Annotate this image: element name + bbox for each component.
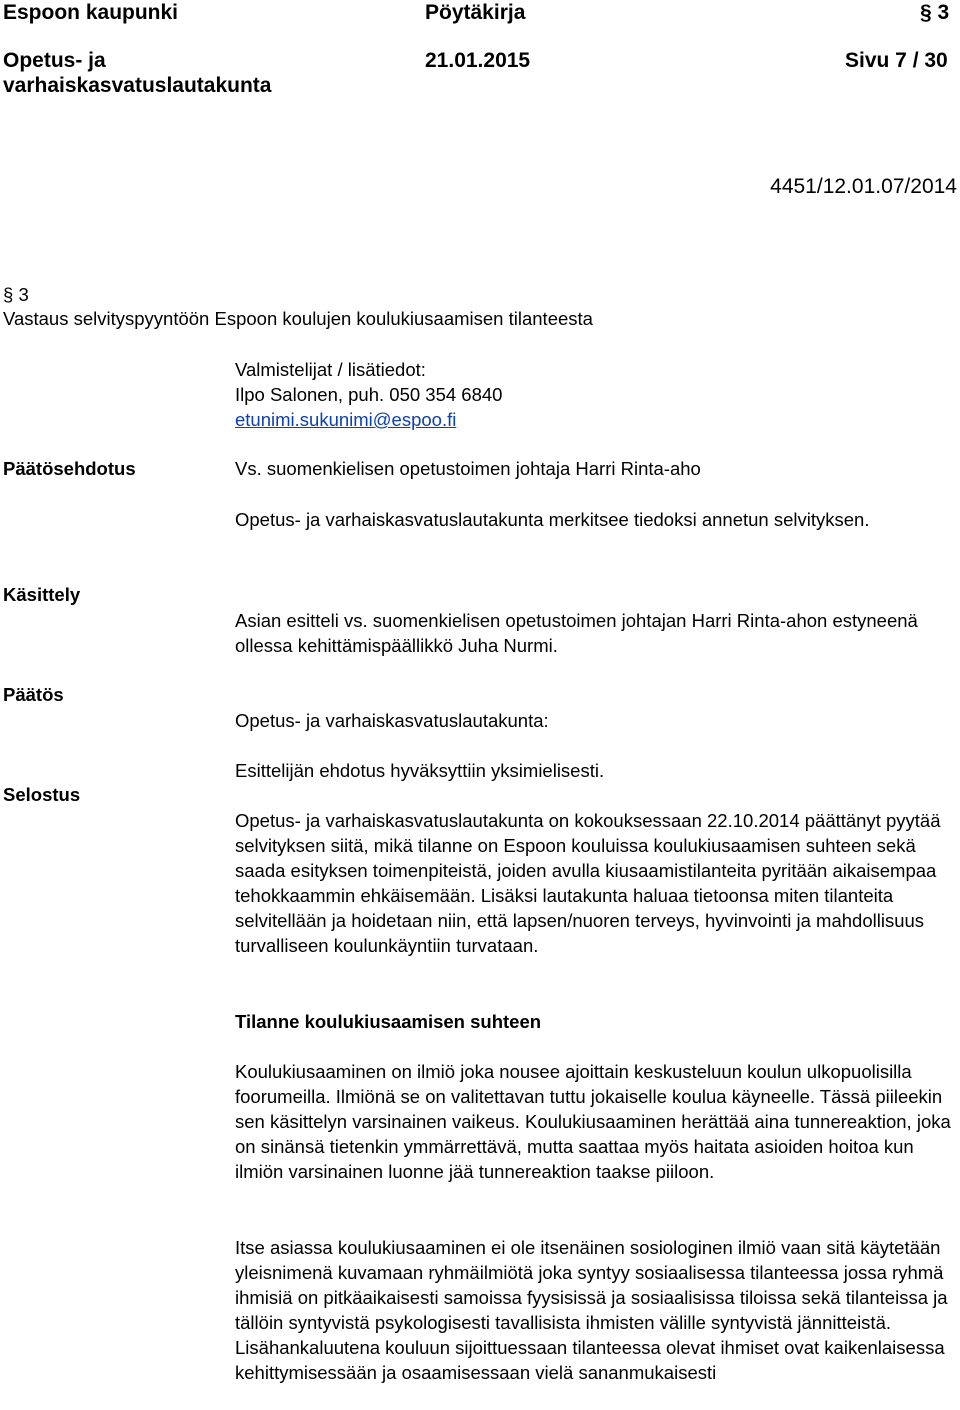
section-sign: § bbox=[3, 284, 14, 305]
decision-text: Esittelijän ehdotus hyväksyttiin yksimielisesti. bbox=[235, 760, 605, 781]
explanation-subheading: Tilanne koulukiusaamisen suhteen bbox=[235, 1011, 542, 1032]
proposal-text: Opetus- ja varhaiskasvatuslautakunta merkitsee tiedoksi annetun selvityksen. bbox=[235, 509, 870, 530]
decision-board: Opetus- ja varhaiskasvatuslautakunta: bbox=[235, 710, 549, 731]
section-title: Vastaus selvityspyyntöön Espoon koulujen koulukiusaamisen tilanteesta bbox=[3, 308, 593, 329]
section-sign: § bbox=[920, 1, 932, 24]
meeting-date: 21.01.2015 bbox=[425, 49, 531, 72]
organization-name: Espoon kaupunki bbox=[3, 1, 179, 24]
section-heading-number: § 3 bbox=[3, 284, 29, 305]
page-number: Sivu 7 / 30 bbox=[845, 49, 948, 72]
explanation-paragraph-2: Itse asiassa koulukiusaaminen ei ole itsenäinen sosiologinen ilmiö vaan sitä käytetään yleisnimenä kuvamaan ryhmäilmiötä joka syntyy sosiaalisessa tilanteessa jossa ryhmä ihmisiä on pitkäaikaisesti samoissa fyysisissä ja sosiaalisissa tiloissa sekä tilanteissa ja tällöin syntyvistä psykologisesti tavallisista ihmisten välille syntyvistä jännitteistä. Lisähankaluutena kouluun sijoittuessaan tilanteessa olevat ihmiset ovat kaikenlaisessa kehittymisessään ja osaamisessaan vielä sananmukaisesti bbox=[235, 1237, 948, 1383]
preparer-contact: Ilpo Salonen, puh. 050 354 6840 bbox=[235, 384, 503, 405]
board-name-line2: varhaiskasvatuslautakunta bbox=[3, 74, 272, 97]
preparers-label: Valmistelijat / lisätiedot: bbox=[235, 359, 426, 380]
record-number: 4451/12.01.07/2014 bbox=[770, 175, 957, 198]
label-proposal: Päätösehdotus bbox=[3, 458, 136, 479]
handling-text: Asian esitteli vs. suomenkielisen opetustoimen johtajan Harri Rinta-ahon estyneenä ollessa kehittämispäällikkö Juha Nurmi. bbox=[235, 610, 918, 656]
explanation-intro: Opetus- ja varhaiskasvatuslautakunta on kokouksessaan 22.10.2014 päättänyt pyytää selvityksen siitä, mikä tilanne on Espoon kouluissa koulukiusaamisen suhteen sekä saada esityksen toimenpiteistä, joiden avulla kiusaamistilanteita pyritään aikaisempaa tehokkaammin ehkäisemään. Lisäksi lautakunta haluaa tietoonsa miten tilanteita selvitellään ja hoidetaan niin, että lapsen/nuoren terveys, hyvinvointi ja mahdollisuus turvalliseen koulunkäyntiin turvataan. bbox=[235, 810, 941, 956]
board-name-line1: Opetus- ja bbox=[3, 49, 106, 72]
header-section-number: § 3 bbox=[920, 1, 950, 24]
explanation-paragraph-1: Koulukiusaaminen on ilmiö joka nousee ajoittain keskusteluun koulun ulkopuolisilla foorumeilla. Ilmiönä se on valitettavan tuttu jokaiselle koulua käyneelle. Tässä piileekin sen käsittelyn varsinainen vaikeus. Koulukiusaaminen herättää aina tunnereaktion, joka on sinänsä tietenkin ymmärrettävä, mutta saattaa myös haitata asioiden hoitoa kun ilmiön varsinainen luonne jää tunnereaktion taakse piiloon. bbox=[235, 1061, 951, 1182]
label-explanation: Selostus bbox=[3, 784, 81, 805]
label-decision: Päätös bbox=[3, 684, 64, 705]
label-handling: Käsittely bbox=[3, 584, 81, 605]
proposal-presenter: Vs. suomenkielisen opetustoimen johtaja Harri Rinta-aho bbox=[235, 458, 701, 479]
email-link[interactable]: etunimi.sukunimi@espoo.fi bbox=[235, 409, 457, 430]
document-type: Pöytäkirja bbox=[425, 1, 526, 24]
